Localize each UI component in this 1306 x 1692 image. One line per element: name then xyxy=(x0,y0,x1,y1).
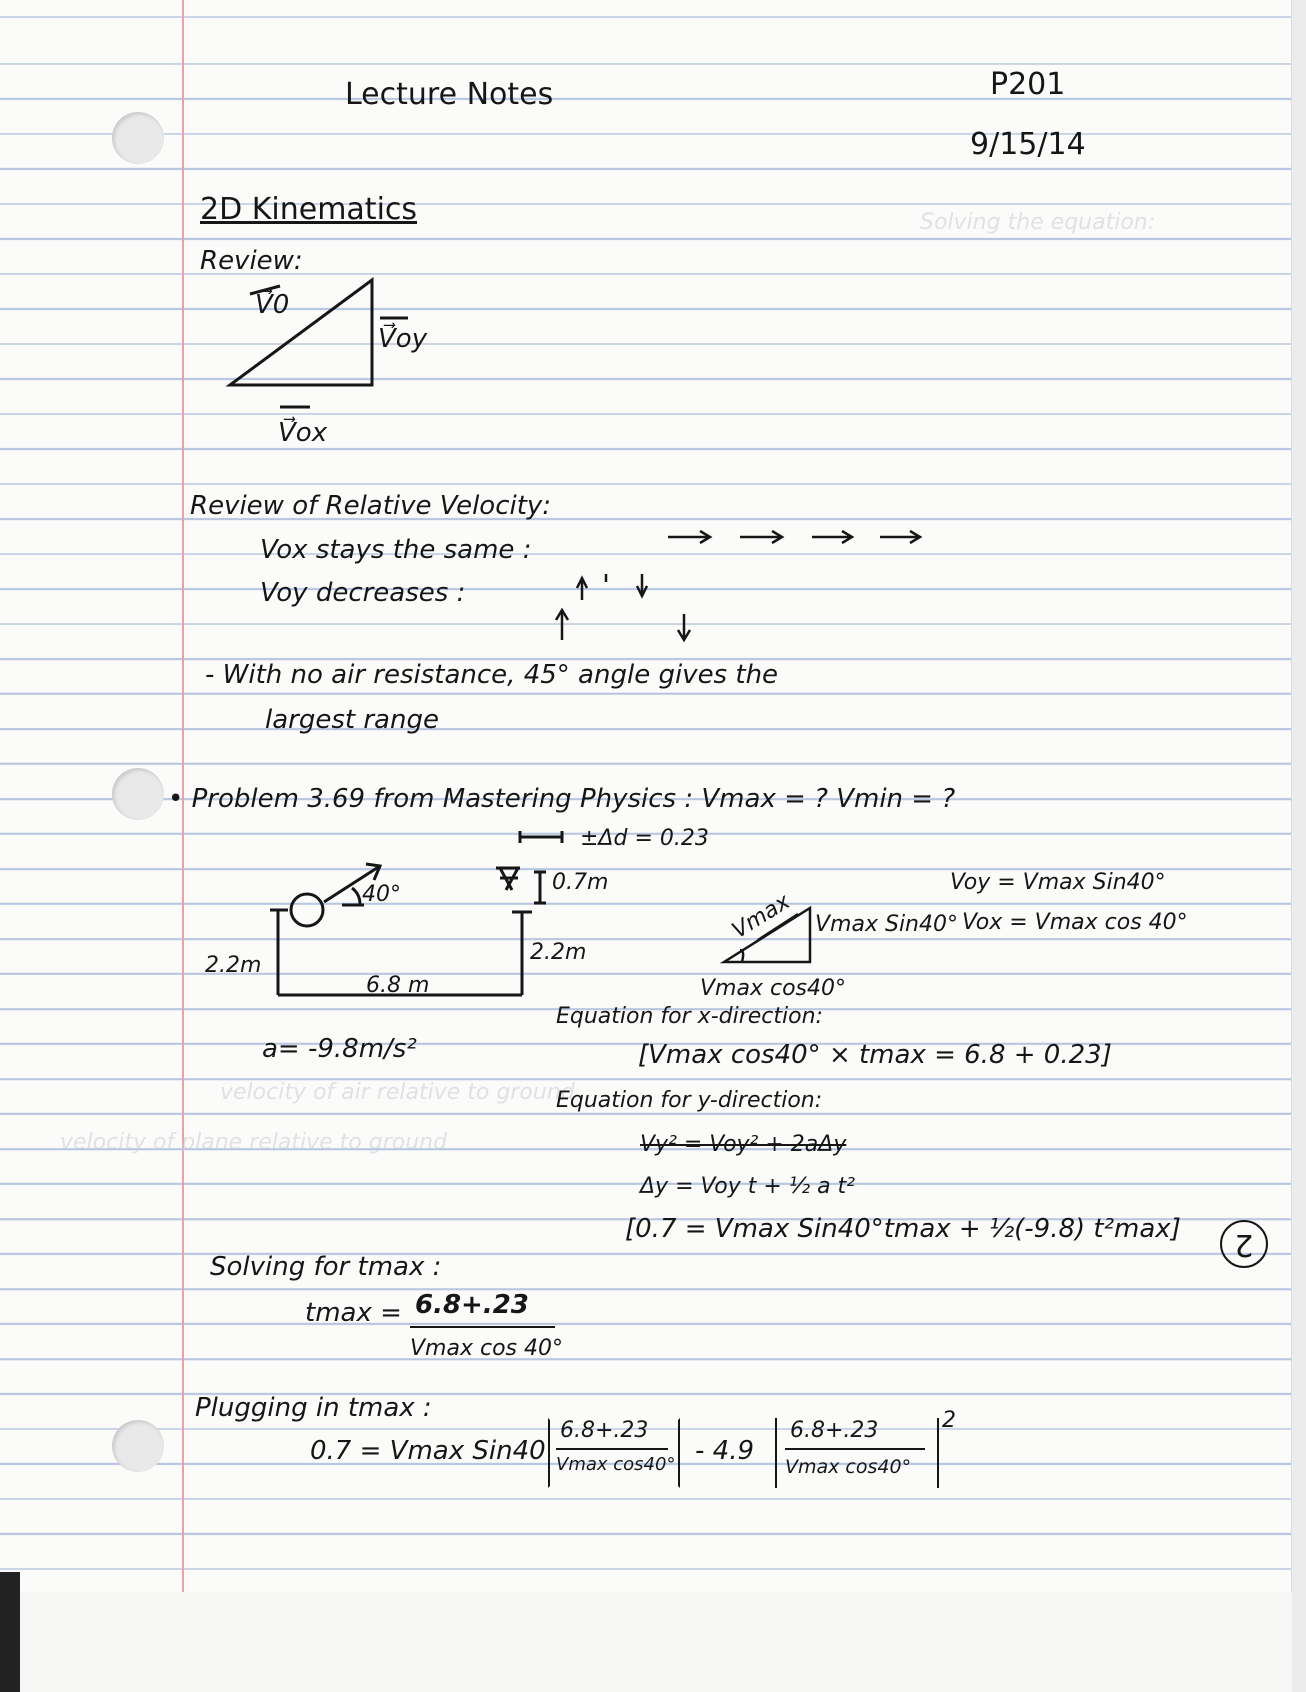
review-label: Review: xyxy=(200,246,303,276)
plug-fraction-bar-1 xyxy=(556,1448,668,1450)
hoop-height-label: 0.7m xyxy=(552,870,609,895)
plug-numerator-1: 6.8+.23 xyxy=(560,1418,649,1443)
solving-label: Solving for tmax : xyxy=(210,1252,442,1282)
plug-fraction-bar-2 xyxy=(785,1448,925,1450)
bleed-through-text: Solving the equation: xyxy=(920,210,1156,235)
y-equation-crossed: Vy² = Voy² + 2aΔy xyxy=(640,1132,847,1157)
distance-label: 6.8 m xyxy=(366,973,430,998)
right-height-label: 2.2m xyxy=(530,940,587,965)
vox-equation: Vox = Vmax cos 40° xyxy=(962,910,1188,935)
note-line-2: largest range xyxy=(265,705,439,735)
bleed-through-text: velocity of plane relative to ground xyxy=(60,1130,448,1155)
x-direction-label: Equation for x-direction: xyxy=(556,1004,823,1029)
triangle-side-label: Vmax Sin40° xyxy=(815,912,958,937)
tmax-fraction-bar xyxy=(410,1326,555,1328)
voy-line: Voy decreases : xyxy=(260,578,466,608)
horizontal-arrows xyxy=(668,531,920,543)
page-number: 2 xyxy=(1220,1220,1268,1268)
voy-equation: Voy = Vmax Sin40° xyxy=(950,870,1166,895)
y-direction-equation: [0.7 = Vmax Sin40°tmax + ½(-9.8) t²max] xyxy=(625,1214,1181,1244)
voy-label: V⃗oy xyxy=(378,324,428,354)
plug-lhs: 0.7 = Vmax Sin40 xyxy=(310,1436,546,1466)
plug-denominator-2: Vmax cos40° xyxy=(785,1456,912,1478)
y-equation-kinematic: Δy = Voy t + ½ a t² xyxy=(640,1174,856,1199)
plug-minus: - 4.9 xyxy=(695,1436,754,1466)
vox-label: V⃗ox xyxy=(278,418,328,448)
tmax-lhs: tmax = xyxy=(305,1298,402,1328)
plug-numerator-2: 6.8+.23 xyxy=(790,1418,879,1443)
note-line-1: - With no air resistance, 45° angle gives the xyxy=(205,660,779,690)
left-height-label: 2.2m xyxy=(205,953,262,978)
bleed-through-text: velocity of air relative to ground xyxy=(220,1080,575,1105)
plugging-label: Plugging in tmax : xyxy=(195,1393,432,1423)
course-code: P201 xyxy=(990,67,1066,102)
v0-label: V⃗0 xyxy=(255,290,290,320)
tmax-numerator: 6.8+.23 xyxy=(415,1290,529,1320)
relative-velocity-heading: Review of Relative Velocity: xyxy=(190,491,552,521)
section-heading: 2D Kinematics xyxy=(200,192,418,227)
plug-denominator-1: Vmax cos40° xyxy=(556,1454,676,1475)
triangle-base-label: Vmax cos40° xyxy=(700,976,846,1001)
x-direction-equation: [Vmax cos40° × tmax = 6.8 + 0.23] xyxy=(638,1040,1112,1070)
vox-line: Vox stays the same : xyxy=(260,535,532,565)
triangle-hypotenuse-label: Vmax xyxy=(727,889,795,944)
vertical-arrows xyxy=(556,574,690,640)
y-direction-label: Equation for y-direction: xyxy=(556,1088,823,1113)
page-title: Lecture Notes xyxy=(345,77,554,112)
problem-statement: • Problem 3.69 from Mastering Physics : Vmax = ? Vmin = ? xyxy=(168,784,956,814)
problem-diagram xyxy=(270,831,562,998)
delta-d-label: ±Δd = 0.23 xyxy=(580,826,709,851)
launch-angle-label: 40° xyxy=(362,882,401,907)
date: 9/15/14 xyxy=(970,127,1086,162)
tmax-denominator: Vmax cos 40° xyxy=(410,1336,563,1361)
plug-exponent: 2 xyxy=(942,1408,956,1433)
acceleration-label: a= -9.8m/s² xyxy=(262,1034,417,1064)
